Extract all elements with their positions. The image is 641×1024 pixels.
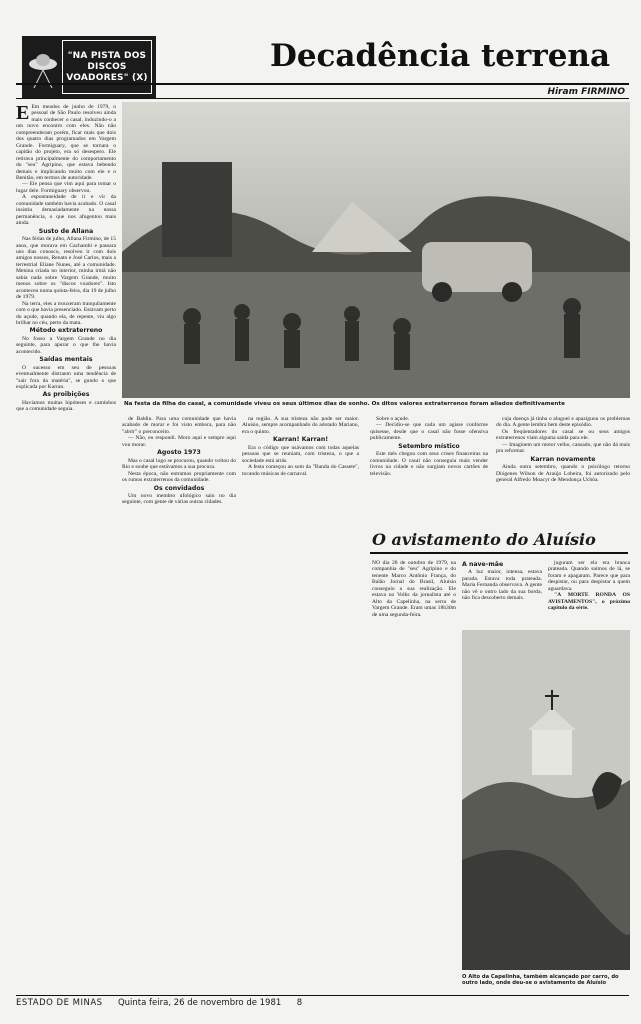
paragraph: O sucesso em seu de pessoas eventualmente distraem uma tendência de "sair fora da matéria", se gundo o que explicada por Karran. [16,364,116,391]
section-heading: Saídas mentais [39,356,93,364]
newspaper-name: ESTADO DE MINAS [16,998,103,1008]
paragraph: cuja doença já tinha o aluguel e apaziguou os problemas do dia. A gente lembra bem deste episódio. [496,416,630,429]
section-heading: Karran! Karran! [272,436,329,444]
paragraph: No fosso a Vargem Grande no dia seguinte, para apurar o que lhe havia acontecido. [16,335,116,355]
article-column-2 [122,416,236,992]
section-heading: A nave-mãe [462,561,504,568]
section-heading: Karran novamente [530,455,596,463]
chapel-photo-image [462,630,630,970]
paragraph: Mas o casal logo se procurou, quando voltou do Rio e soube que estávamos a sua procura. [122,457,236,471]
main-photo-caption: Na festa da filha do casal, a comunidade viveu os seus últimos dias de sonho. Os ditos valores extraterrenos foram aliados definitivamente [124,401,565,407]
series-kicker: "NA PISTA DOS DISCOS VOADORES" (X) [62,40,152,94]
article-column-4 [370,416,488,544]
paragraph: na região. A sua tristeza não pode ser maior. Aluísio, sempre acompanhado do adotado Mariano, era o quinto. [242,416,359,435]
byline: Hiram FIRMINO [547,87,625,97]
footer [16,998,302,1008]
section-heading: Método extraterreno [29,327,103,335]
sidebar-column-1 [372,560,456,844]
sidebar-title: O avistamento do Aluísio [372,530,596,549]
article-column-1 [16,104,116,992]
paragraph: A luz maior, intensa, estava parada. Estava toda prateada. Maria Fernanda observava. A gente não vê o outro lado da sua borda, não fica descoberto demais. [462,569,542,602]
next-chapter-note: "A MORTE RONDA OS AVISTAMENTOS", o próximo capítulo da série. [548,592,630,612]
paragraph: — Ele pensa que vim aqui para tomar o lugar dele. Formiguary observou. [16,181,116,194]
paragraph: Este mês chegou com seus crises financeiras na comunidade. O casal não conseguia mais vender livros na cidade e não surgiam novos cartões de televisão. [370,451,488,477]
section-heading: Os convidados [153,484,205,492]
page-number: 8 [296,998,303,1008]
drop-cap: E [16,104,30,124]
paragraph: Era o código que usávamos com todas aquelas pessoas que se reuniam, com tristeza, o que a sociedade está atrás. [242,444,359,464]
chapel-photo-caption: O Alto da Capelinha, também alcançado por carro, do outro lado, onde deu-se o avistamento de Aluísio [462,974,619,986]
paragraph: juguram ser ela era branca prateada. Quando saímos de lá, se foram e apagaram. Parece que para despistar, ou para despistar a quem aguardava. [548,560,630,592]
paragraph: Ainda outra setembro, quando o psicólogo retorno Diógenes Wilson de Araújo Lobeira, foi autorizado pelo general Alfredo Moacyr de Mendonça Uchôa. [496,464,630,484]
article-column-5 [496,416,630,544]
section-heading: Agosto 1973 [157,449,201,457]
paragraph: Nas férias de julho, Allana Firmino, de 15 anos, que morava em Cachambi e passara uns dias conosco, resolveu ir com dois amigos nossos, Renato e José Carlos, mais a terrestrial Eliane Nunes, até a comunidade. Menina criada no interior, minha irmã não sabia nada sobre Vargem Grande, muito menos sobre os "discos voadores". Isto aconteceu numa quinta-feira, dia 19 de julho de 1979. [16,236,116,301]
sidebar-column-3 [548,560,630,626]
lead-paragraph: Em meados de junho de 1979, o pessoal de São Paulo resolveu ainda mais conhecer o casal, induzindo-o a um novo encontro com eles. Não não compreenderam porém, ficar mais que dois dos quatro dias programados em Vargem Grande. Formiguary, que se tornara o capitão do projeto, era só desespero. Ele retirava principalmente do comportamento do "seu" Agripino, que estava bebendo demais e implicando muito com ele e o Benitão, em termos de autoridade. [16,104,116,181]
chapel-photo [462,630,630,970]
publication-date: Quinta feira, 26 de novembro de 1981 [117,998,282,1008]
header-rule [16,83,629,85]
footer-rule [16,995,629,996]
article-column-3 [242,416,359,992]
series-kicker-box [22,36,156,98]
byline-rule [16,98,629,99]
paragraph: de Baldin. Para uma comunidade que havia acabado de morar e foi visto embora, para não "abrir" o preconceito. [122,416,236,435]
section-heading: Susto de Allana [38,227,94,235]
sidebar-column-2 [462,560,542,626]
paragraph: A espontaneidade de ir e vir da comunidade também havia acabado. O casal insistiu demasiadamente na nossa permanência, o que nos afugentou mais ainda. [16,194,116,227]
paragraph: NO dia 28 de outubro de 1979, na companhia de "seu" Agripino e do tenente Marco Antônio França, do Balão Jornal do Brasil, Aluísio conseguiu a sua realização. Ele estava no Volks da jornalista até o Alto da Capelinha, na serra de Vargem Grande. Eram umas 18h30m de uma segunda-feira. [372,560,456,618]
paragraph: Um novo membro ufológico saiu no dia seguinte, com gente de várias outras cidades. [122,492,236,506]
paragraph: — Decidiu-se que cada um agisse conforme quisesse, desde que o casal não fosse ofensiva publicamente. [370,422,488,442]
paragraph: Na terra, eles a trouxeram tranquilamente com o que havia presenciado. Estavam perto do açude, quando ela, de repente, viu algo brilhar no céu, perto da mata. [16,300,116,326]
headline: Decadência terrena [269,38,611,74]
paragraph: — Imaginem um motor velho, cansado, que não dá mais pra reformar. [496,441,630,455]
main-photo [122,102,630,398]
section-heading: As proibições [42,391,90,399]
paragraph: — Não, eu respondi. Moro aqui e sempre aqui vou morar. [122,435,236,448]
paragraph: Os freqüentadores do casal se ou seus amigos extraterrenos viam alguma saída para ele. [496,428,630,442]
paragraph: Nesta época, não entramos propriamente com os rumos extraterrenos da comunidade. [122,470,236,484]
paragraph: Sobre o açude. [376,416,410,422]
paragraph: A festa começou ao som da "Banda do Cassete", tocando músicas de carnaval. [242,464,359,477]
sidebar-top-rule [370,552,628,554]
paragraph: Havíamos muitas hipóteses e caminhos que a comunidade seguia. [16,399,116,413]
section-heading: Setembro místico [398,442,460,450]
gathering-photo-image [122,102,630,398]
